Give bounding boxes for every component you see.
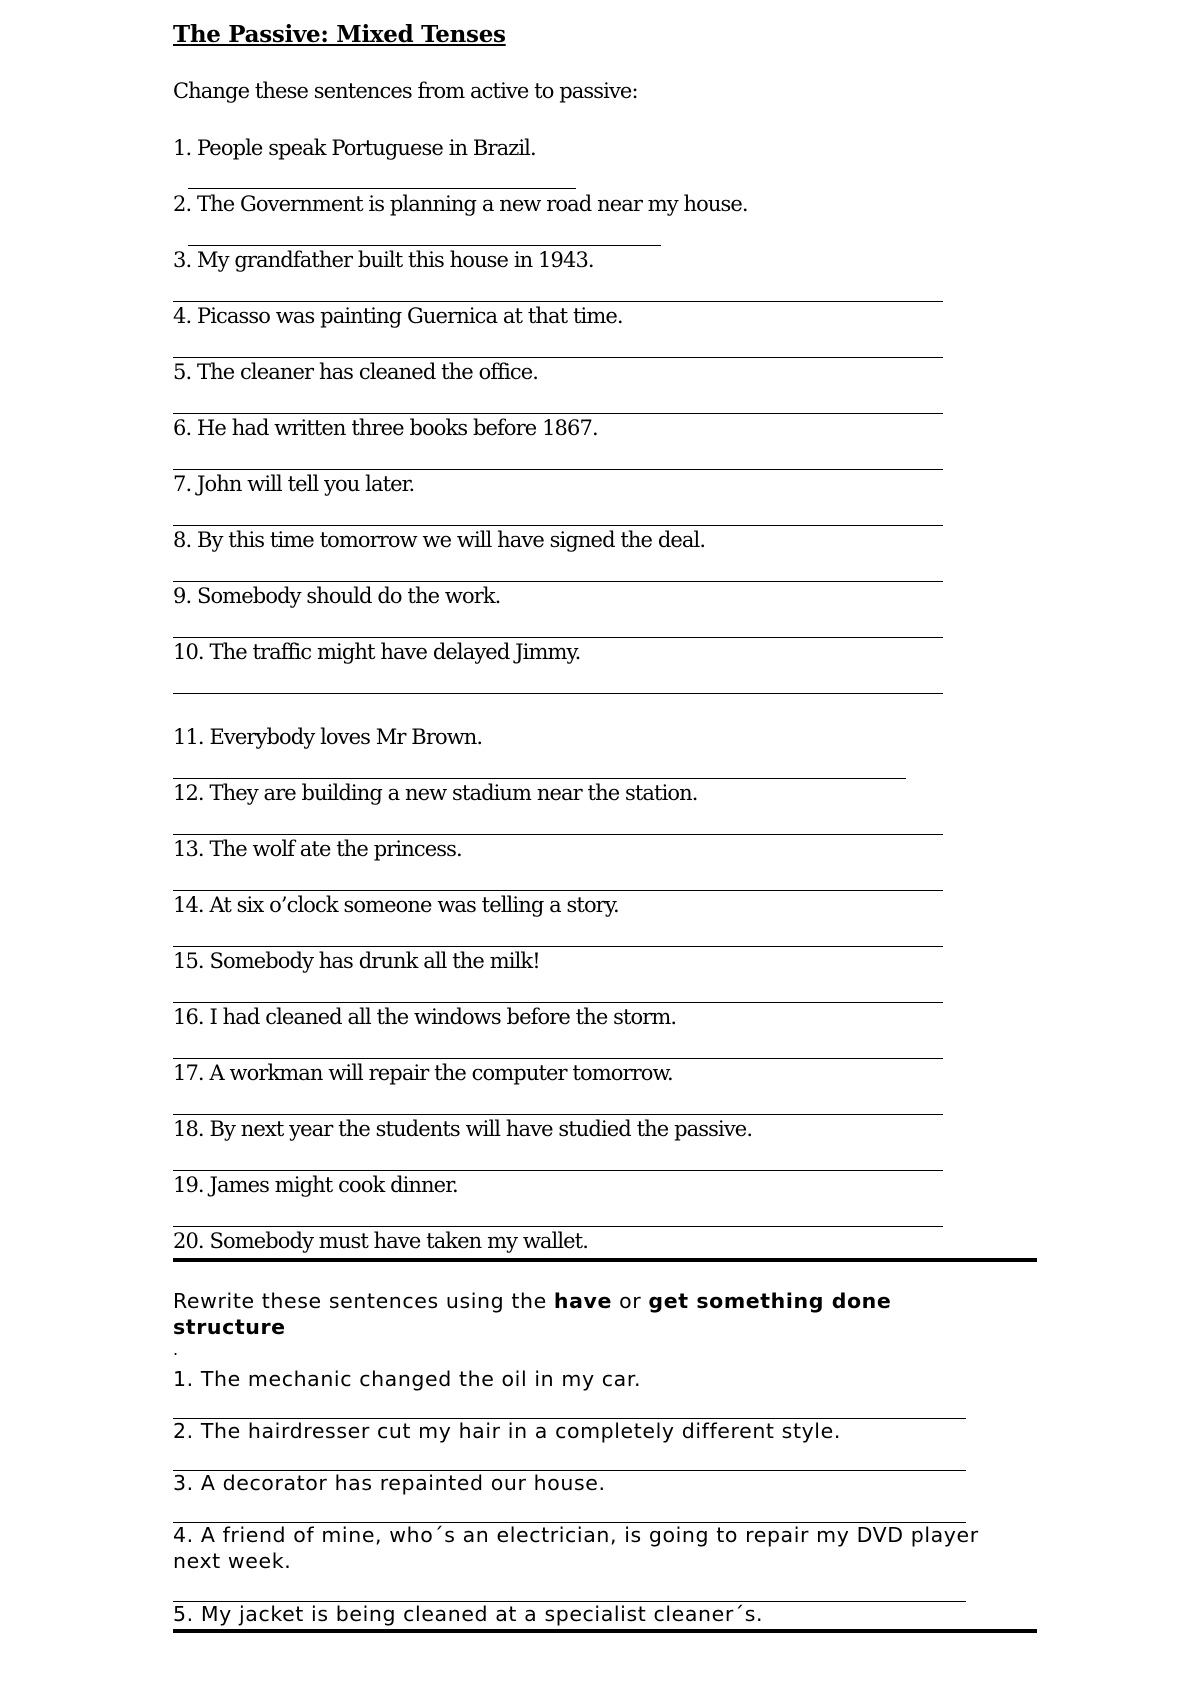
answer-line-16[interactable] (173, 1058, 943, 1059)
bottom-divider (173, 1629, 1037, 1633)
sentence-12: 12. They are building a new stadium near the station. (173, 781, 698, 805)
answer-line-2[interactable] (188, 245, 661, 246)
rewrite-sentence-2: 2. The hairdresser cut my hair in a completely different style. (173, 1419, 841, 1443)
sentence-6: 6. He had written three books before 1867. (173, 416, 598, 440)
keyword-have: have (553, 1289, 613, 1313)
sentence-5: 5. The cleaner has cleaned the office. (173, 360, 539, 384)
answer-line-19[interactable] (173, 1226, 943, 1227)
stray-period: . (173, 1340, 179, 1359)
sentence-11: 11. Everybody loves Mr Brown. (173, 725, 483, 749)
rewrite-sentence-4-continued: next week. (173, 1549, 292, 1573)
answer-line-13[interactable] (173, 890, 943, 891)
sentence-17: 17. A workman will repair the computer tomorrow. (173, 1061, 673, 1085)
rewrite-sentence-5: 5. My jacket is being cleaned at a specialist cleaner´s. (173, 1602, 764, 1626)
part1-instruction: Change these sentences from active to passive: (173, 79, 638, 103)
sentence-14: 14. At six o’clock someone was telling a story. (173, 893, 619, 917)
part2-instruction-text: Rewrite these sentences using the (173, 1289, 554, 1313)
answer-line-1[interactable] (188, 188, 576, 189)
sentence-8: 8. By this time tomorrow we will have signed the deal. (173, 528, 706, 552)
sentence-1: 1. People speak Portuguese in Brazil. (173, 136, 536, 160)
answer-line-4[interactable] (173, 357, 943, 358)
section-divider (173, 1258, 1037, 1262)
answer-line-8[interactable] (173, 581, 943, 582)
sentence-18: 18. By next year the students will have studied the passive. (173, 1117, 753, 1141)
sentence-4: 4. Picasso was painting Guernica at that time. (173, 304, 623, 328)
answer-line-18[interactable] (173, 1170, 943, 1171)
rewrite-sentence-3: 3. A decorator has repainted our house. (173, 1471, 606, 1495)
worksheet-title: The Passive: Mixed Tenses (173, 21, 506, 48)
keyword-structure: structure (173, 1315, 286, 1339)
sentence-2: 2. The Government is planning a new road near my house. (173, 192, 748, 216)
answer-line-10[interactable] (173, 693, 943, 694)
rewrite-sentence-4: 4. A friend of mine, who´s an electrician, is going to repair my DVD player (173, 1523, 979, 1547)
sentence-9: 9. Somebody should do the work. (173, 584, 501, 608)
sentence-19: 19. James might cook dinner. (173, 1173, 458, 1197)
answer-line-14[interactable] (173, 946, 943, 947)
or-word: or (612, 1289, 649, 1313)
sentence-16: 16. I had cleaned all the windows before the storm. (173, 1005, 677, 1029)
rewrite-sentence-1: 1. The mechanic changed the oil in my car. (173, 1367, 642, 1391)
part2-instruction (173, 1289, 891, 1313)
sentence-15: 15. Somebody has drunk all the milk! (173, 949, 540, 973)
answer-line-11[interactable] (173, 778, 906, 779)
sentence-10: 10. The traffic might have delayed Jimmy. (173, 640, 581, 664)
answer-line-9[interactable] (173, 637, 943, 638)
sentence-3: 3. My grandfather built this house in 1943. (173, 248, 594, 272)
answer-line-15[interactable] (173, 1002, 943, 1003)
keyword-get-something-done: get something done (648, 1289, 892, 1313)
answer-line-7[interactable] (173, 525, 943, 526)
answer-line-17[interactable] (173, 1114, 943, 1115)
answer-line-6[interactable] (173, 469, 943, 470)
answer-line-12[interactable] (173, 834, 943, 835)
sentence-20: 20. Somebody must have taken my wallet. (173, 1229, 588, 1253)
answer-line-3[interactable] (173, 301, 943, 302)
sentence-13: 13. The wolf ate the princess. (173, 837, 462, 861)
answer-line-5[interactable] (173, 413, 943, 414)
sentence-7: 7. John will tell you later. (173, 472, 415, 496)
